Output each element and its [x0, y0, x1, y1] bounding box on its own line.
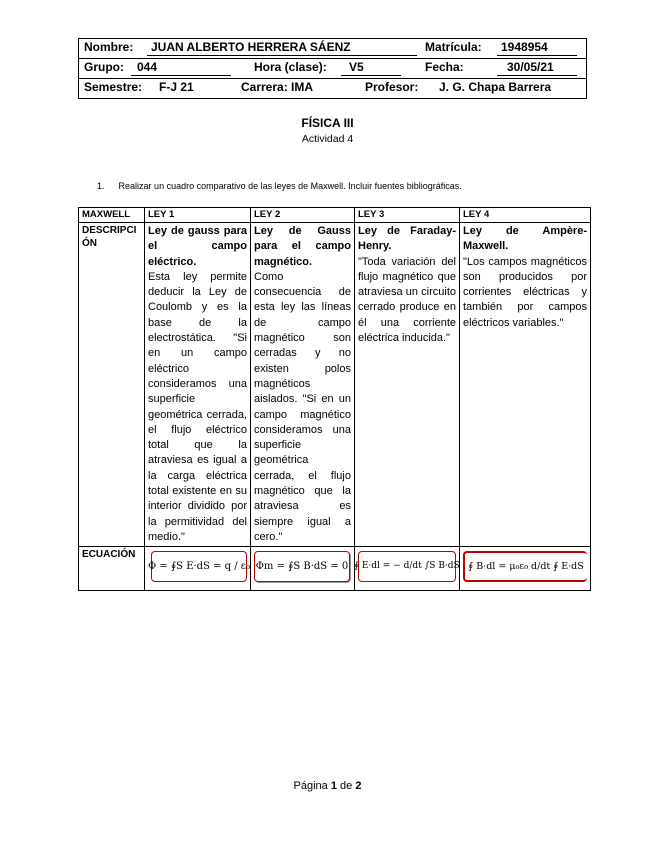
footer-page-number: 1 — [330, 780, 337, 792]
carrera-value: IMA — [291, 80, 313, 94]
table-header-row — [79, 208, 591, 223]
carrera-label: Carrera: — [241, 80, 288, 94]
law-3-description: "Toda variación del flujo magnético que atraviesa un circuito cerrado produce en él una corriente eléctrica inducida." — [358, 255, 456, 345]
matricula-value: 1948954 — [501, 40, 548, 54]
law-2-cell — [251, 223, 355, 547]
law-2-name: Ley de Gauss para el campo magnético. — [254, 225, 351, 268]
info-row-2 — [79, 58, 586, 78]
law-1-equation-cell — [145, 547, 251, 591]
law-1-description: Esta ley permite deducir la Ley de Coulomb y es la base de la electrostática. "Si en un campo eléctrico consideramos una superficie geométrica cerrada, el flujo eléctrico total que la atraviesa es igual a la carga eléctrica total existente en su interior dividido por la permitividad del medio." — [148, 270, 247, 543]
instruction-text: Realizar un cuadro comparativo de las leyes de Maxwell. Incluir fuentes bibliográficas. — [118, 181, 462, 191]
law-4-equation: ∮ B·dl = μ₀ε₀ d/dt ∮ E·dS — [463, 551, 587, 582]
grupo-label: Grupo: — [84, 60, 124, 74]
nombre-label: Nombre: — [84, 40, 134, 54]
fecha-value: 30/05/21 — [507, 60, 554, 74]
info-row-3 — [79, 78, 586, 98]
hora-value: V5 — [349, 60, 364, 74]
instruction — [97, 181, 462, 191]
hora-label: Hora (clase): — [254, 60, 327, 74]
fecha-label: Fecha: — [425, 60, 464, 74]
instruction-number: 1. — [97, 181, 105, 191]
col-header-ley-1: LEY 1 — [145, 208, 251, 223]
footer-page-total: 2 — [355, 780, 362, 792]
page-title: FÍSICA III — [301, 116, 354, 130]
table-row-description — [79, 223, 591, 547]
law-4-equation-cell — [460, 547, 591, 591]
law-2-equation-cell — [251, 547, 355, 591]
law-2-description: Como consecuencia de esta ley las líneas de campo magnético son cerradas y no existen polos magnéticos aislados. "Si en un campo magnético consideramos una superficie geométrica cerrada, el flujo magnético que la atraviesa es siempre igual a cero." — [254, 270, 351, 543]
profesor-label: Profesor: — [365, 80, 419, 94]
page-subtitle: Actividad 4 — [301, 133, 354, 145]
row-label-description: DESCRIPCIÓN — [79, 223, 145, 547]
footer-prefix: Página — [293, 780, 331, 792]
profesor-value: J. G. Chapa Barrera — [439, 80, 552, 94]
law-3-equation-cell — [355, 547, 460, 591]
table-row-equation — [79, 547, 591, 591]
law-4-name: Ley de Ampère-Maxwell. — [463, 225, 587, 253]
law-1-name: Ley de gauss para el campo eléctrico. — [148, 225, 247, 268]
col-header-ley-2: LEY 2 — [251, 208, 355, 223]
law-2-equation: Φm = ∮S B·dS = 0 — [254, 551, 350, 582]
law-1-cell — [145, 223, 251, 547]
law-4-description: "Los campos magnéticos son producidos por corrientes eléctricas y también por campos eléctricos variables." — [463, 255, 587, 329]
law-3-equation: ∮ E·dl = − d/dt ∫S B·dS — [358, 551, 456, 582]
col-header-ley-4: LEY 4 — [460, 208, 591, 223]
grupo-value: 044 — [137, 60, 158, 74]
page-footer — [0, 780, 655, 792]
maxwell-comparison-table — [78, 207, 591, 591]
law-3-name: Ley de Faraday-Henry. — [358, 225, 456, 253]
semestre-value: F-J 21 — [159, 80, 194, 94]
col-header-maxwell: MAXWELL — [79, 208, 145, 223]
law-3-cell — [355, 223, 460, 547]
nombre-value: JUAN ALBERTO HERRERA SÁENZ — [151, 40, 351, 54]
footer-middle: de — [336, 780, 356, 792]
info-row-1 — [79, 39, 586, 58]
semestre-label: Semestre: — [84, 80, 143, 94]
law-1-equation: Φ = ∮S E·dS = q / ε₀ — [151, 551, 247, 582]
col-header-ley-3: LEY 3 — [355, 208, 460, 223]
law-4-cell — [460, 223, 591, 547]
matricula-label: Matrícula: — [425, 40, 482, 54]
row-label-equation: ECUACIÓN — [79, 547, 145, 591]
student-info-table — [78, 38, 587, 99]
